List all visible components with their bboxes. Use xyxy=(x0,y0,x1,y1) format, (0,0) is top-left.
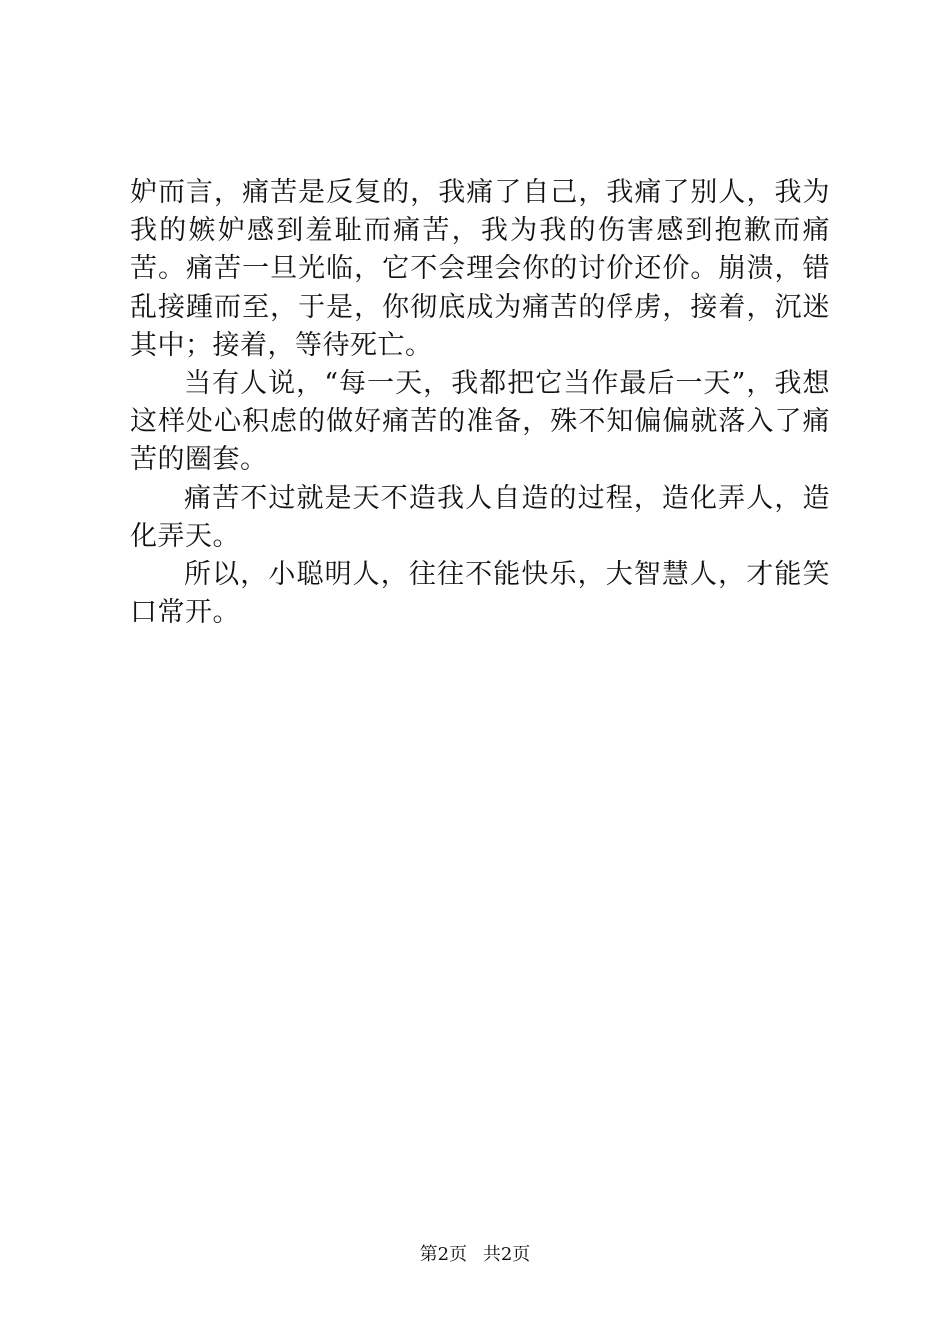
paragraph: 所以，小聪明人，往往不能快乐，大智慧人，才能笑口常开。 xyxy=(130,559,830,629)
paragraph: 当有人说，“每一天，我都把它当作最后一天”，我想这样处心积虑的做好痛苦的准备，殊不知偏偏就落入了痛苦的圈套。 xyxy=(130,368,830,476)
page-total: 共2页 xyxy=(482,1244,531,1265)
document-body xyxy=(130,174,830,632)
page-footer xyxy=(0,1242,950,1268)
paragraph: 痛苦不过就是天不造我人自造的过程，造化弄人，造化弄天。 xyxy=(130,482,830,552)
page-number: 第2页 xyxy=(419,1244,468,1265)
paragraph-continued: 妒而言，痛苦是反复的，我痛了自己，我痛了别人，我为我的嫉妒感到羞耻而痛苦，我为我的伤害感到抱歉而痛苦。痛苦一旦光临，它不会理会你的讨价还价。崩溃，错乱接踵而至，于是，你彻底成为痛苦的俘虏，接着，沉迷其中；接着，等待死亡。 xyxy=(130,177,830,361)
